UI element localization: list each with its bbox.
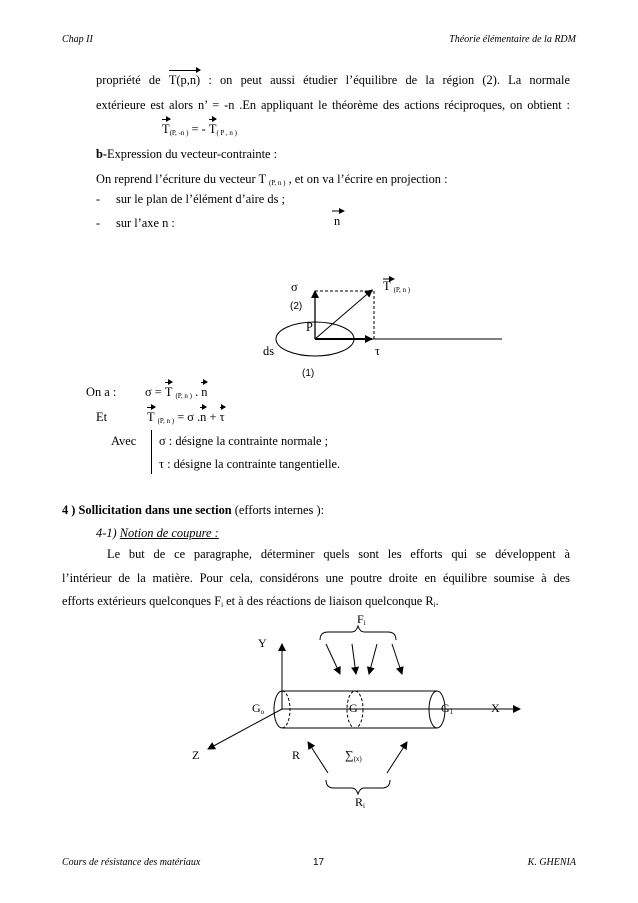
label-n: n <box>334 214 341 228</box>
label-letter: G <box>252 701 261 715</box>
text-span: . <box>191 385 202 399</box>
subscript: 1 <box>449 708 454 716</box>
reaction-arrow <box>308 742 328 773</box>
sec4-para-line2: l’intérieur de la matière. Pour cela, considérons une poutre droite en équilibre soumise à des <box>62 571 570 585</box>
label-region-2: (2) <box>290 301 303 312</box>
label-sigma-x <box>345 748 362 763</box>
label-Go <box>252 701 264 716</box>
section-subtitle: (efforts internes ): <box>231 503 325 517</box>
text-span: σ = <box>145 385 165 399</box>
text-span: = - <box>188 122 209 136</box>
footer-course: Cours de résistance des matériaux <box>62 857 201 868</box>
vector-T: T <box>164 385 173 399</box>
text-span: : on peut aussi étudier l’équilibre de la région (2). La normale <box>200 73 570 87</box>
label-region-1: (1) <box>302 368 315 379</box>
label-Z: Z <box>192 748 200 762</box>
vector-T-pn: T(p,n) <box>168 73 201 87</box>
force-arrow <box>369 644 377 674</box>
label-P: P <box>306 320 313 334</box>
text-span: efforts extérieurs quelconques F <box>62 594 222 608</box>
subsection-title: Notion de coupure : <box>119 526 219 540</box>
label-G1 <box>441 701 453 716</box>
bullet-dash: - <box>96 216 101 230</box>
text-span: + <box>206 410 220 424</box>
subscript: (P, n ) <box>268 179 286 187</box>
vector-n: n <box>201 385 208 399</box>
vector-T: T <box>208 122 217 136</box>
label-letter: G <box>441 701 450 715</box>
bullet-plane: sur le plan de l’élément d’aire ds ; <box>116 192 285 206</box>
subscript: (P, n ) <box>393 286 411 294</box>
force-brace-top <box>320 626 396 640</box>
subscript: i <box>433 601 436 609</box>
label-letter: F <box>357 612 364 626</box>
header-title: Théorie élémentaire de la RDM <box>449 34 576 45</box>
footer-author: K. GHENIA <box>527 857 576 868</box>
definition-tau: τ : désigne la contrainte tangentielle. <box>159 457 341 471</box>
subsection-number: 4-1) <box>96 526 120 540</box>
subscript: (P, n ) <box>175 392 192 400</box>
label-R: R <box>292 748 301 762</box>
label-tau: τ <box>375 344 380 358</box>
force-arrow <box>326 644 340 674</box>
text-span: et à des réactions de liaison quelconque R <box>223 594 434 608</box>
definition-sigma: σ : désigne la contrainte normale ; <box>159 434 329 448</box>
label-T-letter: T <box>383 279 391 293</box>
reaction-arrow <box>387 742 407 773</box>
subscript: o <box>260 708 265 716</box>
label-sigma: σ <box>291 280 298 294</box>
label-Y: Y <box>258 636 267 650</box>
subscript: i <box>363 619 366 627</box>
force-arrow <box>352 644 356 674</box>
text-span: = σ . <box>174 410 201 424</box>
para1-line2: extérieure est alors n’ = -n .En appliquant le théorème des actions réciproques, on obtient : <box>96 98 570 112</box>
vector-T: T <box>162 122 170 136</box>
label-ds: ds <box>263 344 275 358</box>
text-span: On reprend l’écriture du vecteur T <box>96 172 269 186</box>
text-span: . <box>435 594 439 608</box>
bullet-dash: - <box>96 192 101 206</box>
vector-tau: τ <box>219 410 225 424</box>
section-label: b- <box>96 147 108 161</box>
text-span: propriété de <box>96 73 169 87</box>
subscript: (P, -n ) <box>169 129 189 137</box>
on-a-label: On a : <box>86 385 117 399</box>
reaction-brace-bottom <box>326 780 390 794</box>
label-Ri <box>355 795 365 810</box>
subscript: ( P , n ) <box>216 129 237 137</box>
subscript: i <box>221 601 224 609</box>
section-title: Expression du vecteur-contrainte : <box>107 147 278 161</box>
label-G: G <box>349 701 358 715</box>
bullet-axis: sur l’axe n : <box>116 216 175 230</box>
subscript: i <box>363 802 365 810</box>
subscript: (P, n ) <box>157 417 175 425</box>
avec-label: Avec <box>111 434 137 448</box>
page-number: 17 <box>313 857 325 868</box>
text-span: , et on va l’écrire en projection : <box>285 172 448 186</box>
section-title: 4 ) Sollicitation dans une section <box>62 503 232 517</box>
sec4-para-line1: Le but de ce paragraphe, déterminer quels sont les efforts qui se développent à <box>107 547 570 561</box>
force-arrow <box>392 644 402 674</box>
header-chapter: Chap II <box>62 34 93 45</box>
label-Fi <box>357 612 366 627</box>
subscript: (x) <box>353 755 362 763</box>
label-letter: ∑ <box>345 748 354 762</box>
vector-T: T <box>147 410 155 424</box>
z-axis <box>208 709 282 749</box>
vector-n: n <box>200 410 207 424</box>
et-label: Et <box>96 410 108 424</box>
label-letter: R <box>355 795 364 809</box>
label-X: X <box>491 701 500 715</box>
